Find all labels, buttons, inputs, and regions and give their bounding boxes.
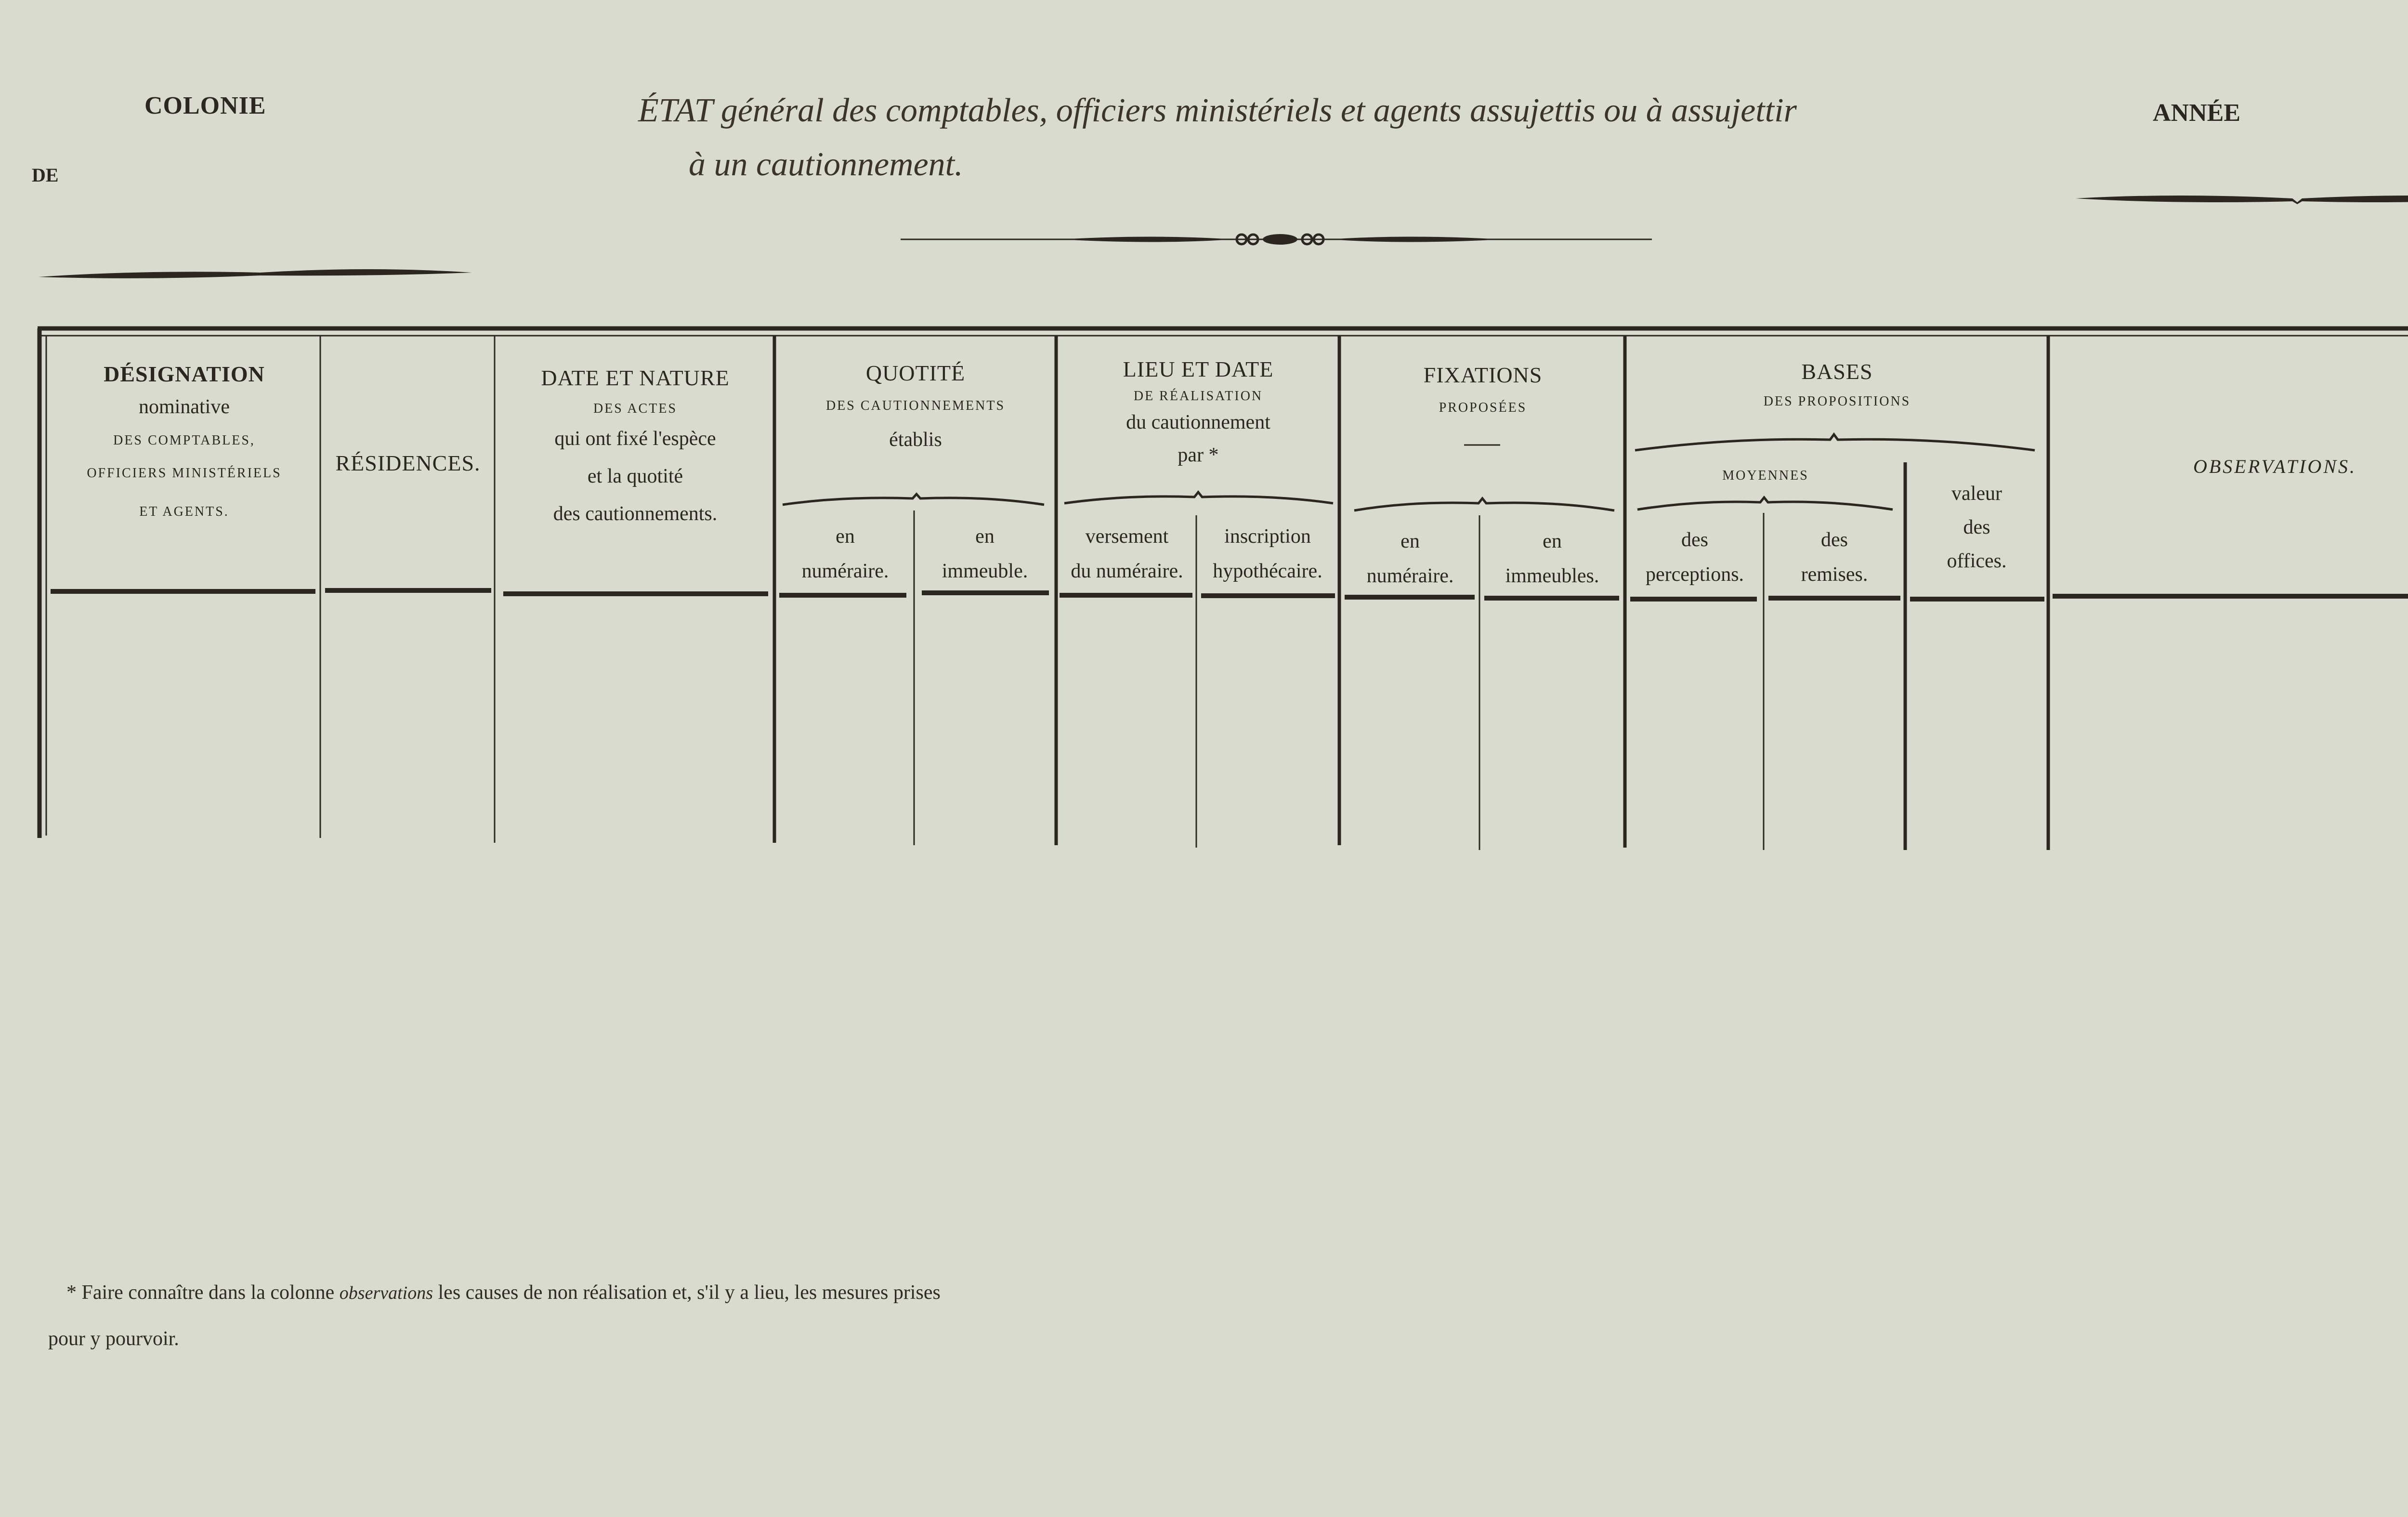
fixations-sub1-b: numéraire.: [1366, 565, 1454, 587]
bases-valeur-c: offices.: [1947, 550, 2007, 572]
lieu-sub2-b: hypothécaire.: [1213, 560, 1322, 582]
col-observations-header: OBSERVATIONS.: [2193, 456, 2356, 477]
designation-line5: ET AGENTS.: [139, 504, 229, 519]
lieu-line2: DE RÉALISATION: [1133, 389, 1263, 404]
brace-moyennes: [1637, 497, 1893, 510]
brace-bases: [1635, 434, 2035, 450]
colonie-label: COLONIE: [144, 92, 266, 119]
lieu-sub-inscription: [1197, 519, 1338, 588]
footnote-part2: les causes de non réalisation et, s'il y a lieu, les mesures prises: [433, 1282, 941, 1304]
ornament-center: [901, 234, 1652, 245]
quotite-sub-numeraire: [776, 519, 914, 588]
page-title-line2: à un cautionnement.: [689, 146, 963, 183]
quotite-sub1-b: numéraire.: [801, 560, 889, 582]
de-label: DE: [32, 164, 59, 186]
bases-moyennes: MOYENNES: [1722, 468, 1809, 483]
lieu-sub-versement: [1058, 519, 1196, 588]
quotite-title: QUOTITÉ: [865, 361, 966, 385]
fixations-line2: PROPOSÉES: [1439, 400, 1527, 415]
col-fixations-header: [1341, 362, 1624, 416]
fixations-sub-immeubles: [1480, 524, 1624, 593]
fixations-title: FIXATIONS: [1423, 363, 1543, 387]
lieu-sub1-a: versement: [1085, 525, 1169, 548]
brace-fixations: [1354, 498, 1614, 510]
ornament-right: [2076, 196, 2408, 204]
footnote-emph: observations: [339, 1283, 433, 1303]
designation-line4: OFFICIERS MINISTÉRIELS: [87, 466, 282, 481]
quotite-sub-immeuble: [915, 519, 1055, 588]
col-date-nature-header: [496, 365, 774, 525]
bases-valeur-a: valeur: [1951, 483, 2002, 505]
date-nature-title: DATE ET NATURE: [541, 366, 730, 390]
col-bases-header: [1627, 359, 2047, 409]
lieu-sub1-b: du numéraire.: [1071, 560, 1183, 582]
designation-line2: nominative: [139, 396, 230, 418]
brace-lieu: [1064, 492, 1333, 503]
fixations-sub2-b: immeubles.: [1505, 565, 1599, 587]
bases-sub1-b: perceptions.: [1645, 563, 1744, 586]
quotite-line3: établis: [889, 429, 942, 451]
bases-sub-perceptions: [1627, 523, 1763, 592]
date-nature-line5: des cautionnements.: [553, 503, 718, 525]
col-designation-header: [48, 361, 320, 520]
bases-sub1-a: des: [1681, 529, 1708, 551]
fixations-sub1-a: en: [1400, 530, 1420, 552]
quotite-sub2-b: immeuble.: [942, 560, 1028, 582]
designation-line3: DES COMPTABLES,: [113, 433, 255, 448]
footnote-line2: pour y pourvoir.: [48, 1328, 179, 1350]
lieu-line4: par *: [1178, 444, 1219, 466]
col-residences-header: RÉSIDENCES.: [335, 451, 481, 475]
annee-label: ANNÉE: [2153, 99, 2241, 127]
date-nature-line2: DES ACTES: [593, 401, 678, 416]
bases-line2: DES PROPOSITIONS: [1763, 394, 1911, 409]
fixations-sub-numeraire: [1341, 524, 1479, 593]
designation-title: DÉSIGNATION: [104, 362, 265, 386]
fixations-sub2-a: en: [1543, 530, 1562, 552]
lieu-sub2-a: inscription: [1224, 525, 1311, 548]
footnote-line1: [66, 1281, 941, 1304]
date-nature-line4: et la quotité: [587, 465, 683, 487]
lieu-line3: du cautionnement: [1126, 411, 1270, 433]
bases-sub-remises: [1765, 523, 1904, 592]
lieu-title: LIEU ET DATE: [1123, 357, 1274, 381]
bases-sub2-b: remises.: [1801, 563, 1868, 586]
bases-title: BASES: [1801, 359, 1873, 384]
brace-quotite: [783, 494, 1044, 505]
quotite-sub2-a: en: [975, 525, 995, 548]
date-nature-line3: qui ont fixé l'espèce: [554, 428, 716, 450]
bases-valeur-offices: [1906, 477, 2047, 578]
quotite-line2: DES CAUTIONNEMENTS: [825, 398, 1006, 413]
bases-valeur-b: des: [1963, 516, 1990, 538]
ornament-left: [39, 269, 472, 278]
quotite-sub1-a: en: [836, 525, 855, 548]
col-quotite-header: [776, 360, 1055, 451]
footnote-part1: * Faire connaître dans la colonne: [66, 1282, 340, 1304]
col-lieu-date-header: [1058, 356, 1339, 467]
page-title-line1: ÉTAT général des comptables, officiers ministériels et agents assujettis ou à assujettir: [638, 92, 1797, 129]
bases-sub2-a: des: [1821, 529, 1848, 551]
